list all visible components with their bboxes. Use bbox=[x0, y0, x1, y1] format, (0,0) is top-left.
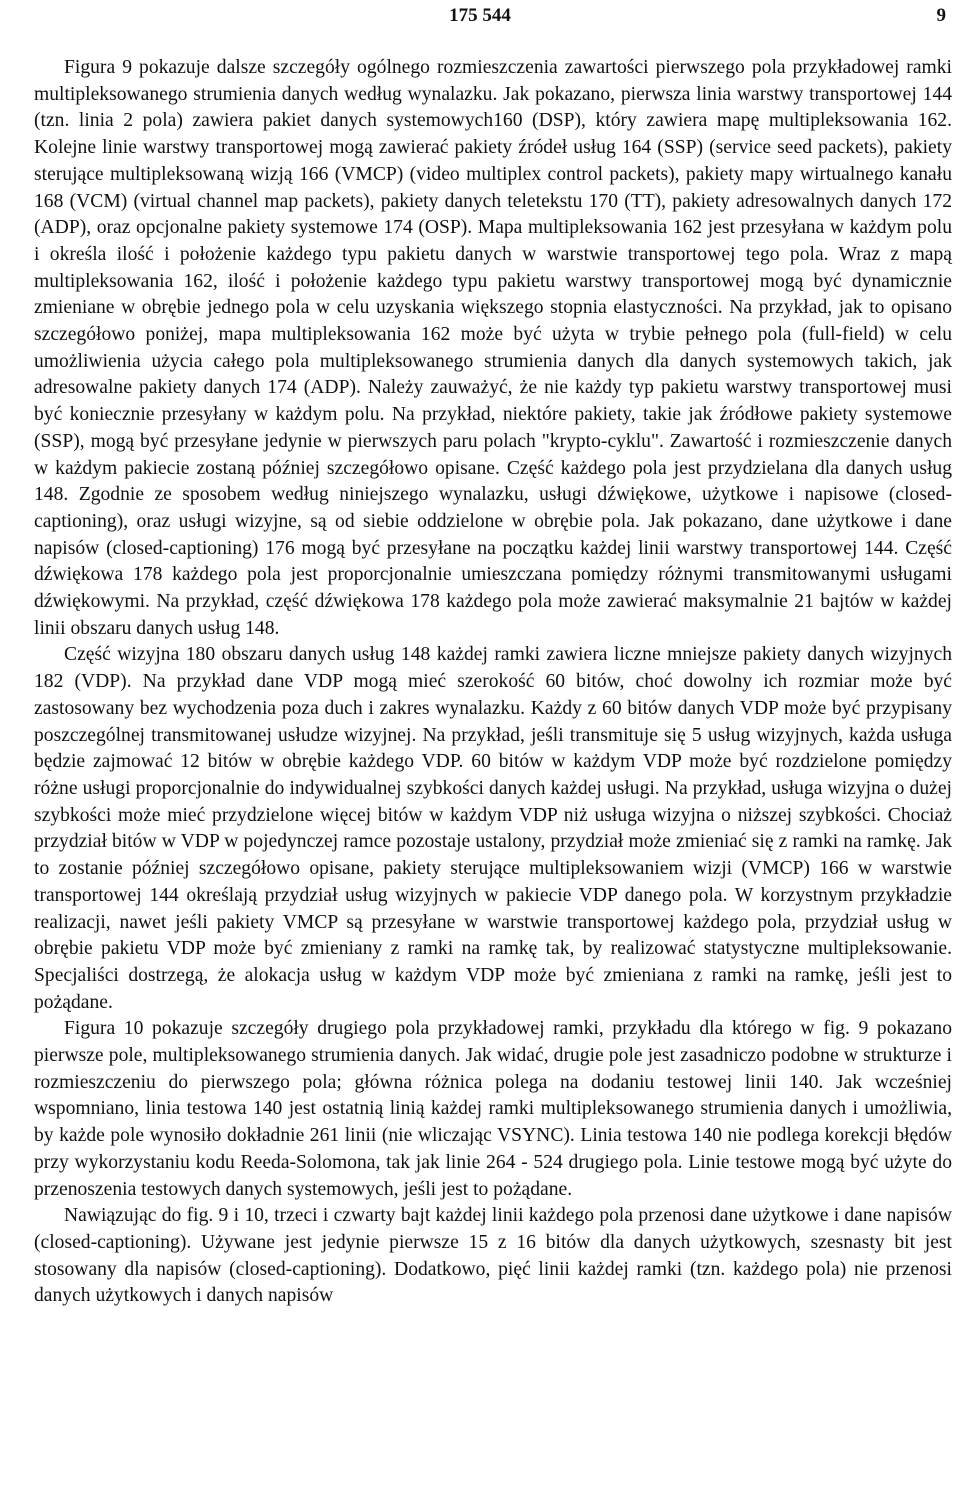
document-number: 175 544 bbox=[449, 5, 511, 26]
paragraph-figure-9: Figura 9 pokazuje dalsze szczegóły ogólnego rozmieszczenia zawartości pierwszego pola przykładowej ramki multipleksowanego strumienia danych według wynalazku. Jak pokazano, pierwsza linia warstwy transportowej 144 (tzn. linia 2 pola) zawiera pakiet danych systemowych160 (DSP), który zawiera mapę multipleksowania 162. Kolejne linie warstwy transportowej mogą zawierać pakiety źródeł usług 164 (SSP) (service seed packets), pakiety sterujące multipleksowaną wizją 166 (VMCP) (video multiplex control packets), pakiety mapy wirtualnego kanału 168 (VCM) (virtual channel map packets), pakiety danych teletekstu 170 (TT), pakiety adresowalnych danych 172 (ADP), oraz opcjonalne pakiety systemowe 174 (OSP). Mapa multipleksowania 162 jest przesyłana w każdym polu i określa ilość i położenie każdego typu pakietu danych w warstwie transportowej tego pola. Wraz z mapą multipleksowania 162, ilość i położenie każdego typu pakietu warstwy transportowej mogą być dynamicznie zmieniane w obrębie jednego pola w celu uzyskania większego stopnia elastyczności. Na przykład, jak to opisano szczegółowo poniżej, mapa multipleksowania 162 może być użyta w trybie pełnego pola (full-field) w celu umożliwienia użycia całego pola multipleksowanego strumienia danych dla danych systemowych takich, jak adresowalne pakiety danych 174 (ADP). Należy zauważyć, że nie każdy typ pakietu warstwy transportowej musi być koniecznie przesyłany w każdym polu. Na przykład, niektóre pakiety, takie jak źródłowe pakiety systemowe (SSP), mogą być przesyłane jedynie w pierwszych paru polach "krypto-cyklu". Zawartość i rozmieszczenie danych w każdym pakiecie zostaną później szczegółowo opisane. Część każdego pola jest przydzielana dla danych usług 148. Zgodnie ze sposobem według niniejszego wynalazku, usługi dźwiękowe, użytkowe i napisowe (closed-captioning), oraz usługi wizyjne, są od siebie oddzielone w obrębie pola. Jak pokazano, dane użytkowe i dane napisów (closed-captioning) 176 mogą być przesyłane na początku każdej linii warstwy transportowej 144. Część dźwiękowa 178 każdego pola jest proporcjonalnie umieszczana pomiędzy różnymi transmitowanymi usługami dźwiękowymi. Na przykład, część dźwiękowa 178 każdego pola może zawierać maksymalnie 21 bajtów w każdej linii obszaru danych usług 148. bbox=[34, 57, 952, 639]
page-header bbox=[0, 3, 960, 29]
paragraph-user-data: Nawiązując do fig. 9 i 10, trzeci i czwarty bajt każdej linii każdego pola przenosi dane użytkowe i dane napisów (closed-captioning). Używane jest jedynie pierwsze 15 z 16 bitów dla danych użytkowych, szesnasty bit jest stosowany dla napisów (closed-captioning). Dodatkowo, pięć linii każdej ramki (tzn. każdego pola) nie przenosi danych użytkowych i danych napisów bbox=[34, 1205, 952, 1307]
page-number: 9 bbox=[936, 5, 946, 26]
paragraph-figure-10: Figura 10 pokazuje szczegóły drugiego pola przykładowej ramki, przykładu dla którego w fig. 9 pokazano pierwsze pole, multipleksowanego strumienia danych. Jak widać, drugie pole jest zasadniczo podobne w strukturze i rozmieszczeniu do pierwszego pola; główna różnica polega na dodaniu testowej linii 140. Jak wcześniej wspomniano, linia testowa 140 jest ostatnią linią każdej ramki multipleksowanego strumienia danych i umożliwia, by każde pole wynosiło dokładnie 261 linii (nie wliczając VSYNC). Linia testowa 140 nie podlega korekcji błędów przy wykorzystaniu kodu Reeda-Solomona, tak jak linie 264 - 524 drugiego pola. Linie testowe mogą być użyte do przenoszenia testowych danych systemowych, jeśli jest to pożądane. bbox=[34, 1018, 952, 1200]
paragraph-video-portion: Część wizyjna 180 obszaru danych usług 148 każdej ramki zawiera liczne mniejsze pakiety danych wizyjnych 182 (VDP). Na przykład dane VDP mogą mieć szerokość 60 bitów, choć dowolny ich rozmiar może być zastosowany bez wychodzenia poza duch i zakres wynalazku. Każdy z 60 bitów danych VDP może być przypisany poszczególnej transmitowanej usłudze wizyjnej. Na przykład, jeśli transmituje się 5 usług wizyjnych, każda usługa będzie zajmować 12 bitów w obrębie każdego VDP. 60 bitów w każdym VDP może być rozdzielone pomiędzy różne usługi proporcjonalnie do indywidualnej szybkości danych każdej usługi. Na przykład, usługa wizyjna o dużej szybkości może mieć przydzielone więcej bitów w każdym VDP niż usługa wizyjna o niższej szybkości. Chociaż przydział bitów w VDP w pojedynczej ramce pozostaje ustalony, przydział może zmieniać się z ramki na ramkę. Jak to zostanie później szczegółowo opisane, pakiety sterujące multipleksowaniem wizji (VMCP) 166 w warstwie transportowej 144 określają przydział usług wizyjnych w pakiecie VDP danego pola. W korzystnym przykładzie realizacji, nawet jeśli pakiety VMCP są przesyłane w warstwie transportowej każdego pola, przydział usług w obrębie pakietu VDP może być zmieniany z ramki na ramkę tak, by realizować statystyczne multipleksowanie. Specjaliści dostrzegą, że alokacja usług w każdym VDP może być zmieniana z ramki na ramkę, jeśli jest to pożądane. bbox=[34, 644, 952, 1013]
body-text bbox=[34, 55, 952, 1310]
